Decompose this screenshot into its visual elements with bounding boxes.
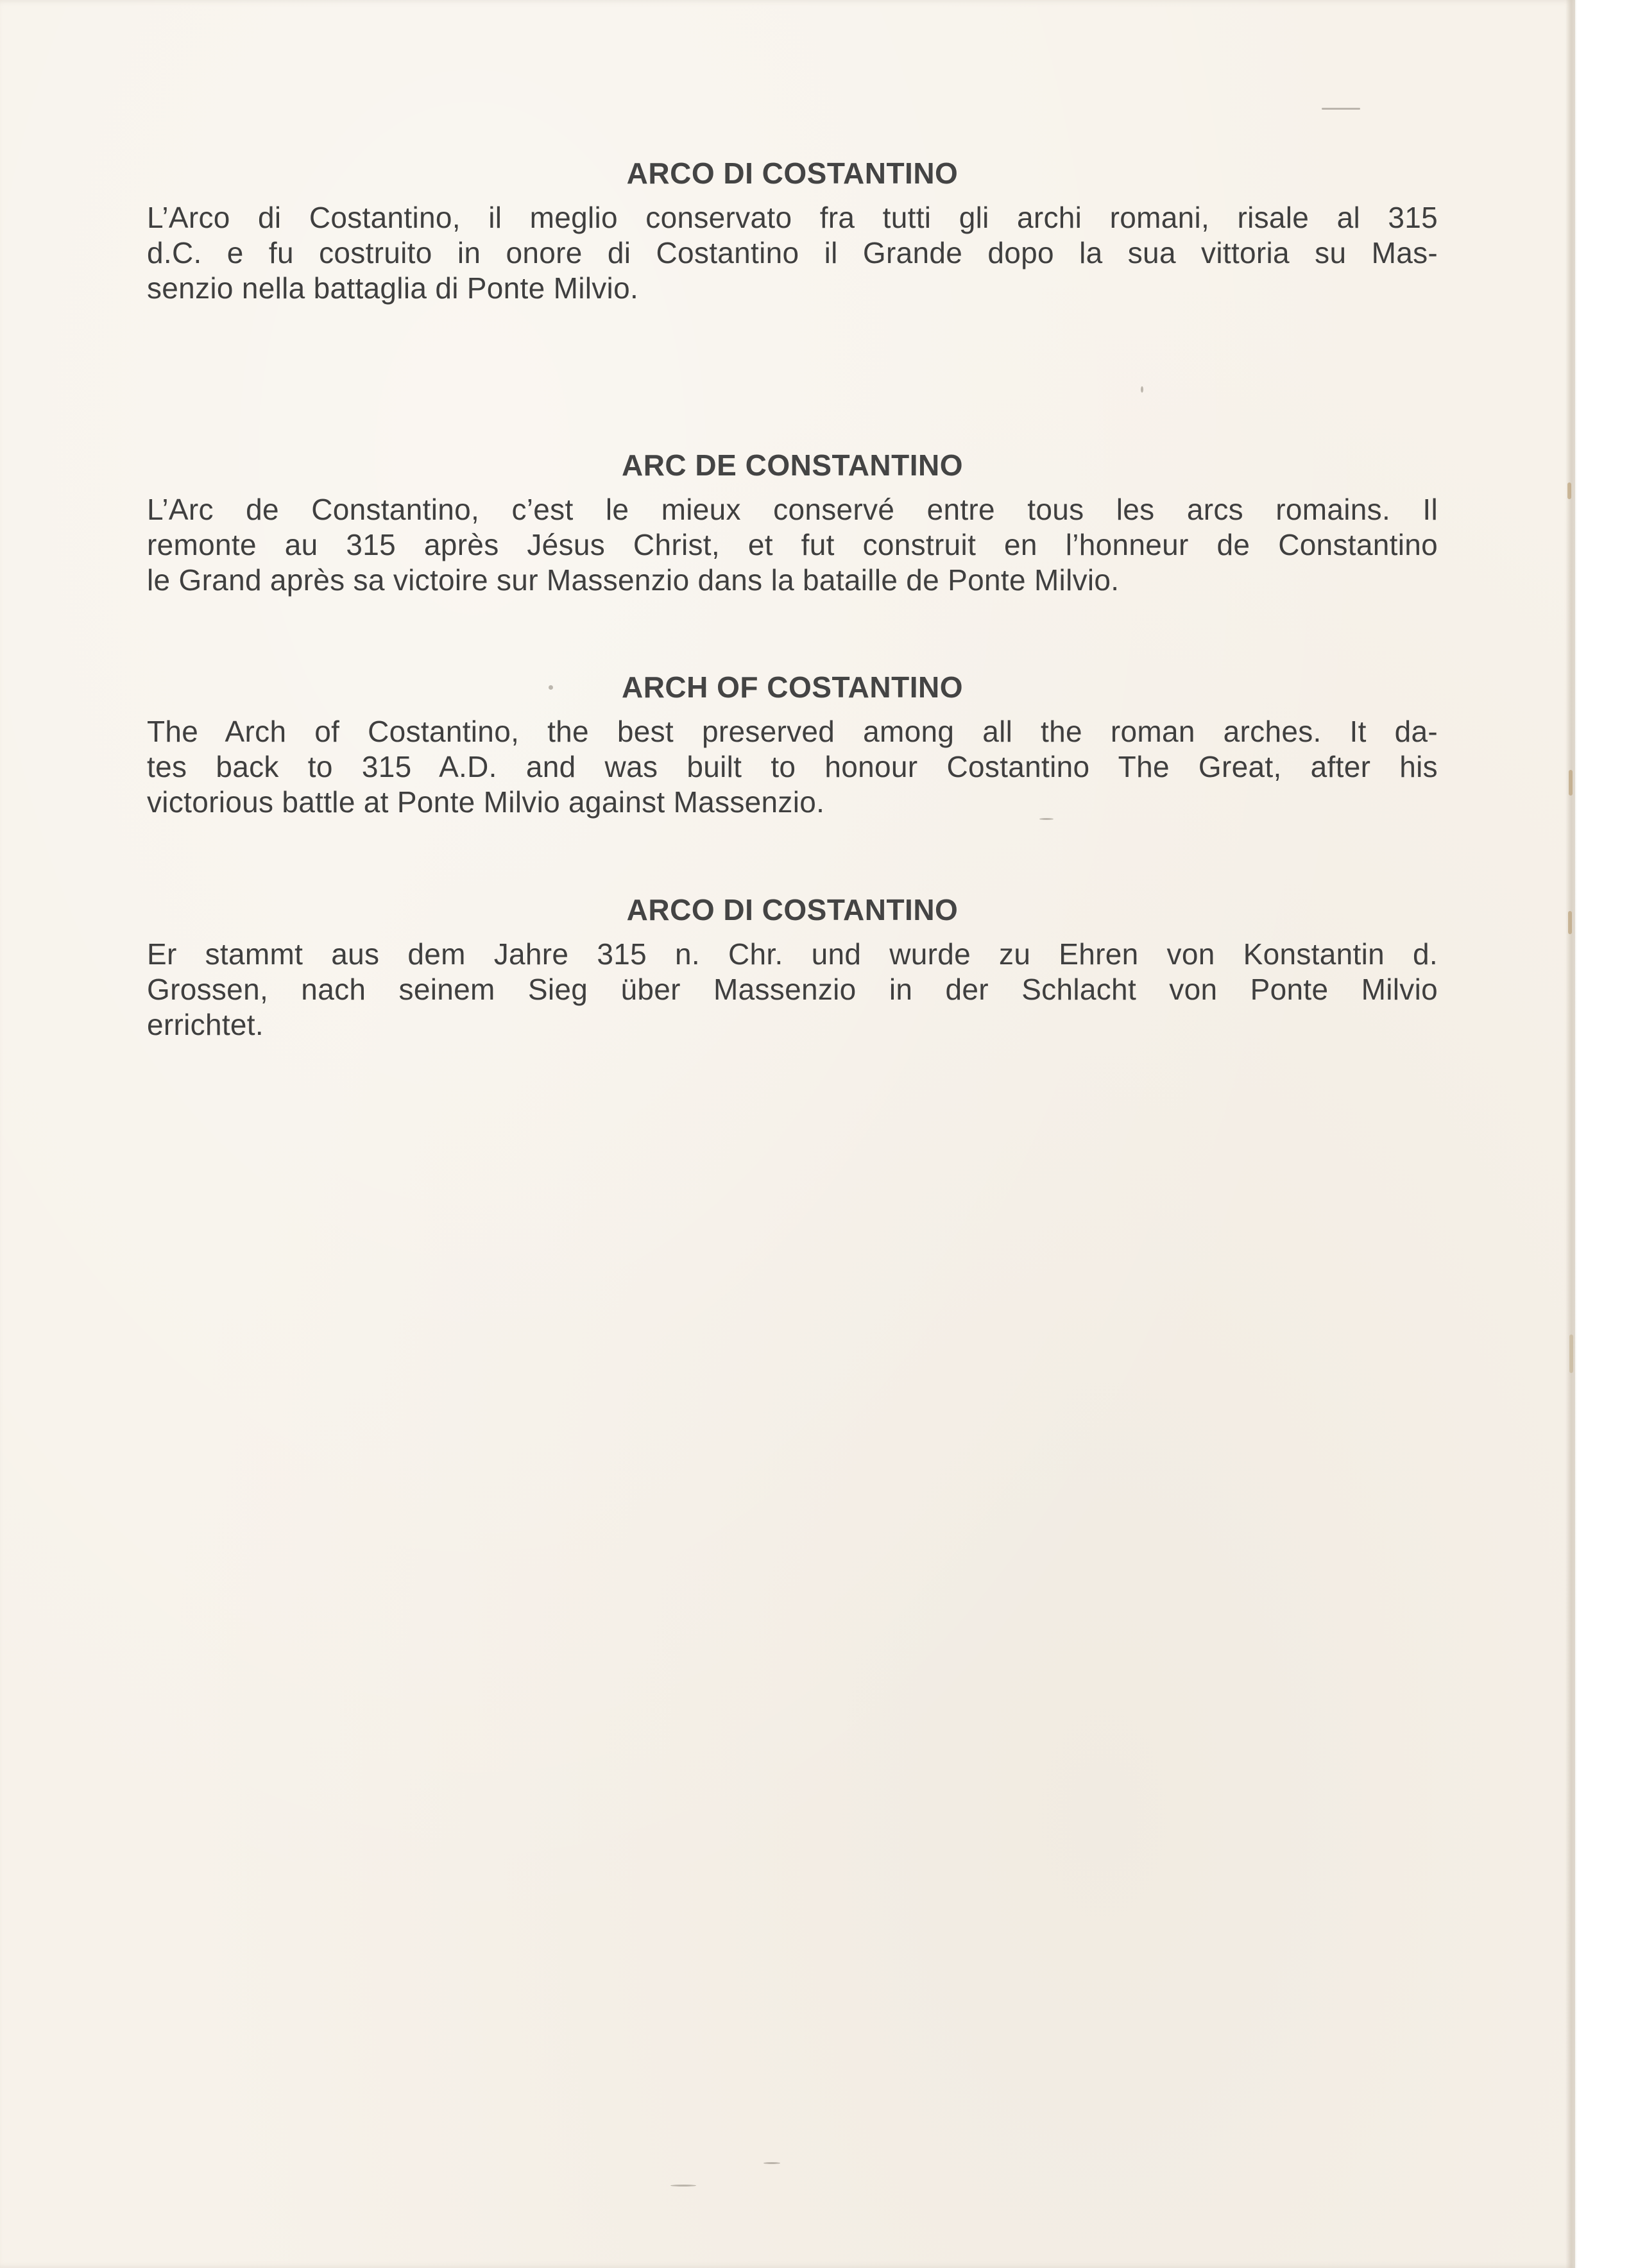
section-body <box>147 714 1438 820</box>
body-line: The Arch of Costantino, the best preserved among all the roman arches. It da- <box>147 715 1438 748</box>
paper-speck <box>1039 818 1054 820</box>
section-body <box>147 200 1438 306</box>
body-line: le Grand après sa victoire sur Massenzio dans la bataille de Ponte Milvio. <box>147 563 1120 597</box>
section-body <box>147 937 1438 1043</box>
body-line: L’Arc de Constantino, c’est le mieux conservé entre tous les arcs romains. Il <box>147 493 1438 526</box>
section-english <box>147 669 1438 820</box>
page-edge-shadow <box>1565 0 1577 2268</box>
section-heading: ARCO DI COSTANTINO <box>626 157 959 190</box>
body-line: errichtet. <box>147 1008 264 1041</box>
section-german <box>147 892 1438 1043</box>
paper-speck <box>764 2162 780 2164</box>
body-line: d.C. e fu costruito in onore di Costantino il Grande dopo la sua vittoria su Mas- <box>147 236 1438 269</box>
paper-speck <box>1322 108 1360 110</box>
body-line: Grossen, nach seinem Sieg über Massenzio in der Schlacht von Ponte Milvio <box>147 973 1438 1006</box>
edge-mark <box>1568 911 1572 934</box>
edge-mark <box>1569 770 1573 796</box>
body-line: senzio nella battaglia di Ponte Milvio. <box>147 271 639 305</box>
section-heading: ARCH OF COSTANTINO <box>621 670 963 704</box>
paper-speck <box>549 685 553 690</box>
body-line: tes back to 315 A.D. and was built to honour Costantino The Great, after his <box>147 750 1438 783</box>
section-french <box>147 447 1438 598</box>
body-line: remonte au 315 après Jésus Christ, et fut construit en l’honneur de Constantino <box>147 528 1438 561</box>
section-italian <box>147 155 1438 306</box>
section-heading: ARC DE CONSTANTINO <box>621 448 964 482</box>
body-line: Er stammt aus dem Jahre 315 n. Chr. und wurde zu Ehren von Konstantin d. <box>147 937 1438 971</box>
body-line: L’Arco di Costantino, il meglio conservato fra tutti gli archi romani, risale al 315 <box>147 201 1438 234</box>
paper-speck <box>1141 386 1143 393</box>
section-heading: ARCO DI COSTANTINO <box>626 893 959 926</box>
section-body <box>147 492 1438 598</box>
body-line: victorious battle at Ponte Milvio against Massenzio. <box>147 785 825 819</box>
edge-mark <box>1569 1334 1573 1373</box>
edge-mark <box>1567 482 1571 499</box>
paper-speck <box>670 2185 696 2187</box>
